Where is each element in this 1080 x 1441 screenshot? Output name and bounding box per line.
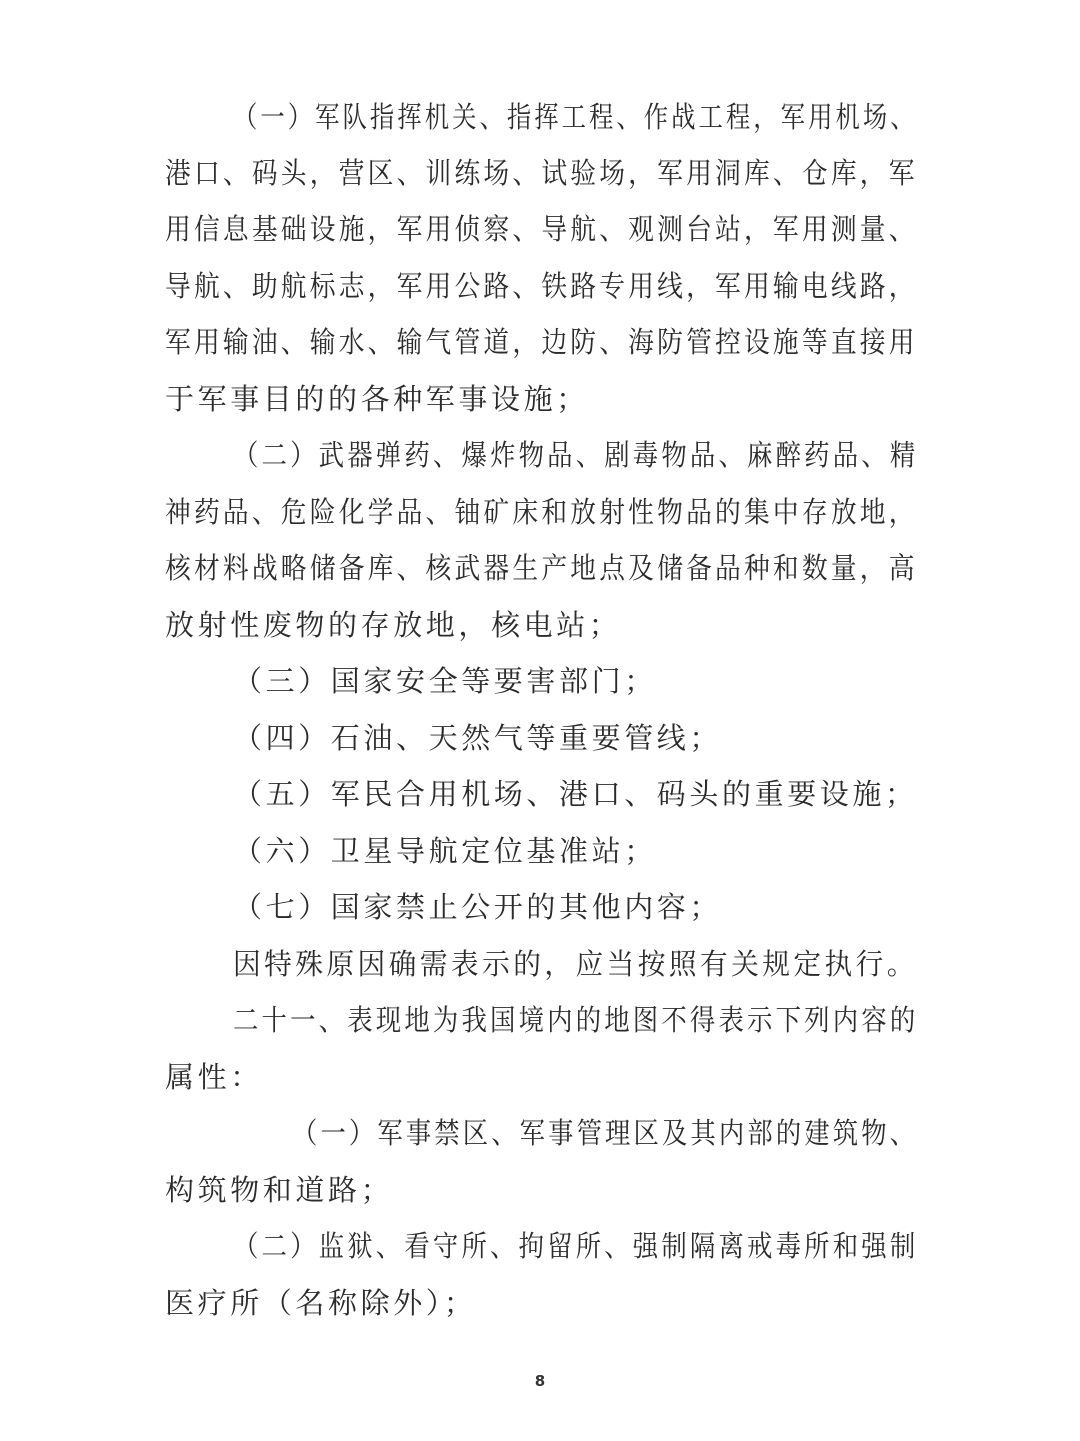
- text-line: 神药品、危险化学品、铀矿床和放射性物品的集中存放地，: [165, 495, 918, 529]
- text-line: 因特殊原因确需表示的，应当按照有关规定执行。: [233, 947, 918, 981]
- text-line: 放射性废物的存放地，核电站；: [165, 608, 622, 642]
- text-line: 医疗所（名称除外）；: [165, 1286, 477, 1320]
- text-line: （二）监狱、看守所、拘留所、强制隔离戒毒所和强制: [233, 1229, 919, 1263]
- text-line: 属性：: [165, 1060, 263, 1094]
- text-line: （一）军事禁区、军事管理区及其内部的建筑物、: [292, 1116, 919, 1150]
- text-line: （五）军民合用机场、港口、码头的重要设施；: [233, 777, 918, 811]
- page-number: 8: [534, 1372, 546, 1390]
- text-line: （六）卫星导航定位基准站；: [233, 834, 657, 868]
- text-line: （二）武器弹药、爆炸物品、剧毒物品、麻醉药品、精: [233, 438, 919, 472]
- text-line: 港口、码头，营区、训练场、试验场，军用洞库、仓库，军: [165, 156, 918, 190]
- text-line: 于军事目的的各种军事设施；: [165, 382, 589, 416]
- text-line: 用信息基础设施，军用侦察、导航、观测台站，军用测量、: [165, 212, 918, 246]
- text-line: 构筑物和道路；: [165, 1173, 394, 1207]
- text-line: （三）国家安全等要害部门；: [233, 664, 657, 698]
- text-line: 二十一、表现地为我国境内的地图不得表示下列内容的: [233, 1003, 919, 1037]
- text-line: 军用输油、输水、输气管道，边防、海防管控设施等直接用: [165, 325, 918, 359]
- text-line: （七）国家禁止公开的其他内容；: [233, 890, 723, 924]
- text-line: 导航、助航标志，军用公路、铁路专用线，军用输电线路，: [165, 269, 918, 303]
- text-line: （四）石油、天然气等重要管线；: [233, 721, 723, 755]
- text-line: （一）军队指挥机关、指挥工程、作战工程，军用机场、: [233, 100, 918, 134]
- text-line: 核材料战略储备库、核武器生产地点及储备品种和数量，高: [165, 551, 918, 585]
